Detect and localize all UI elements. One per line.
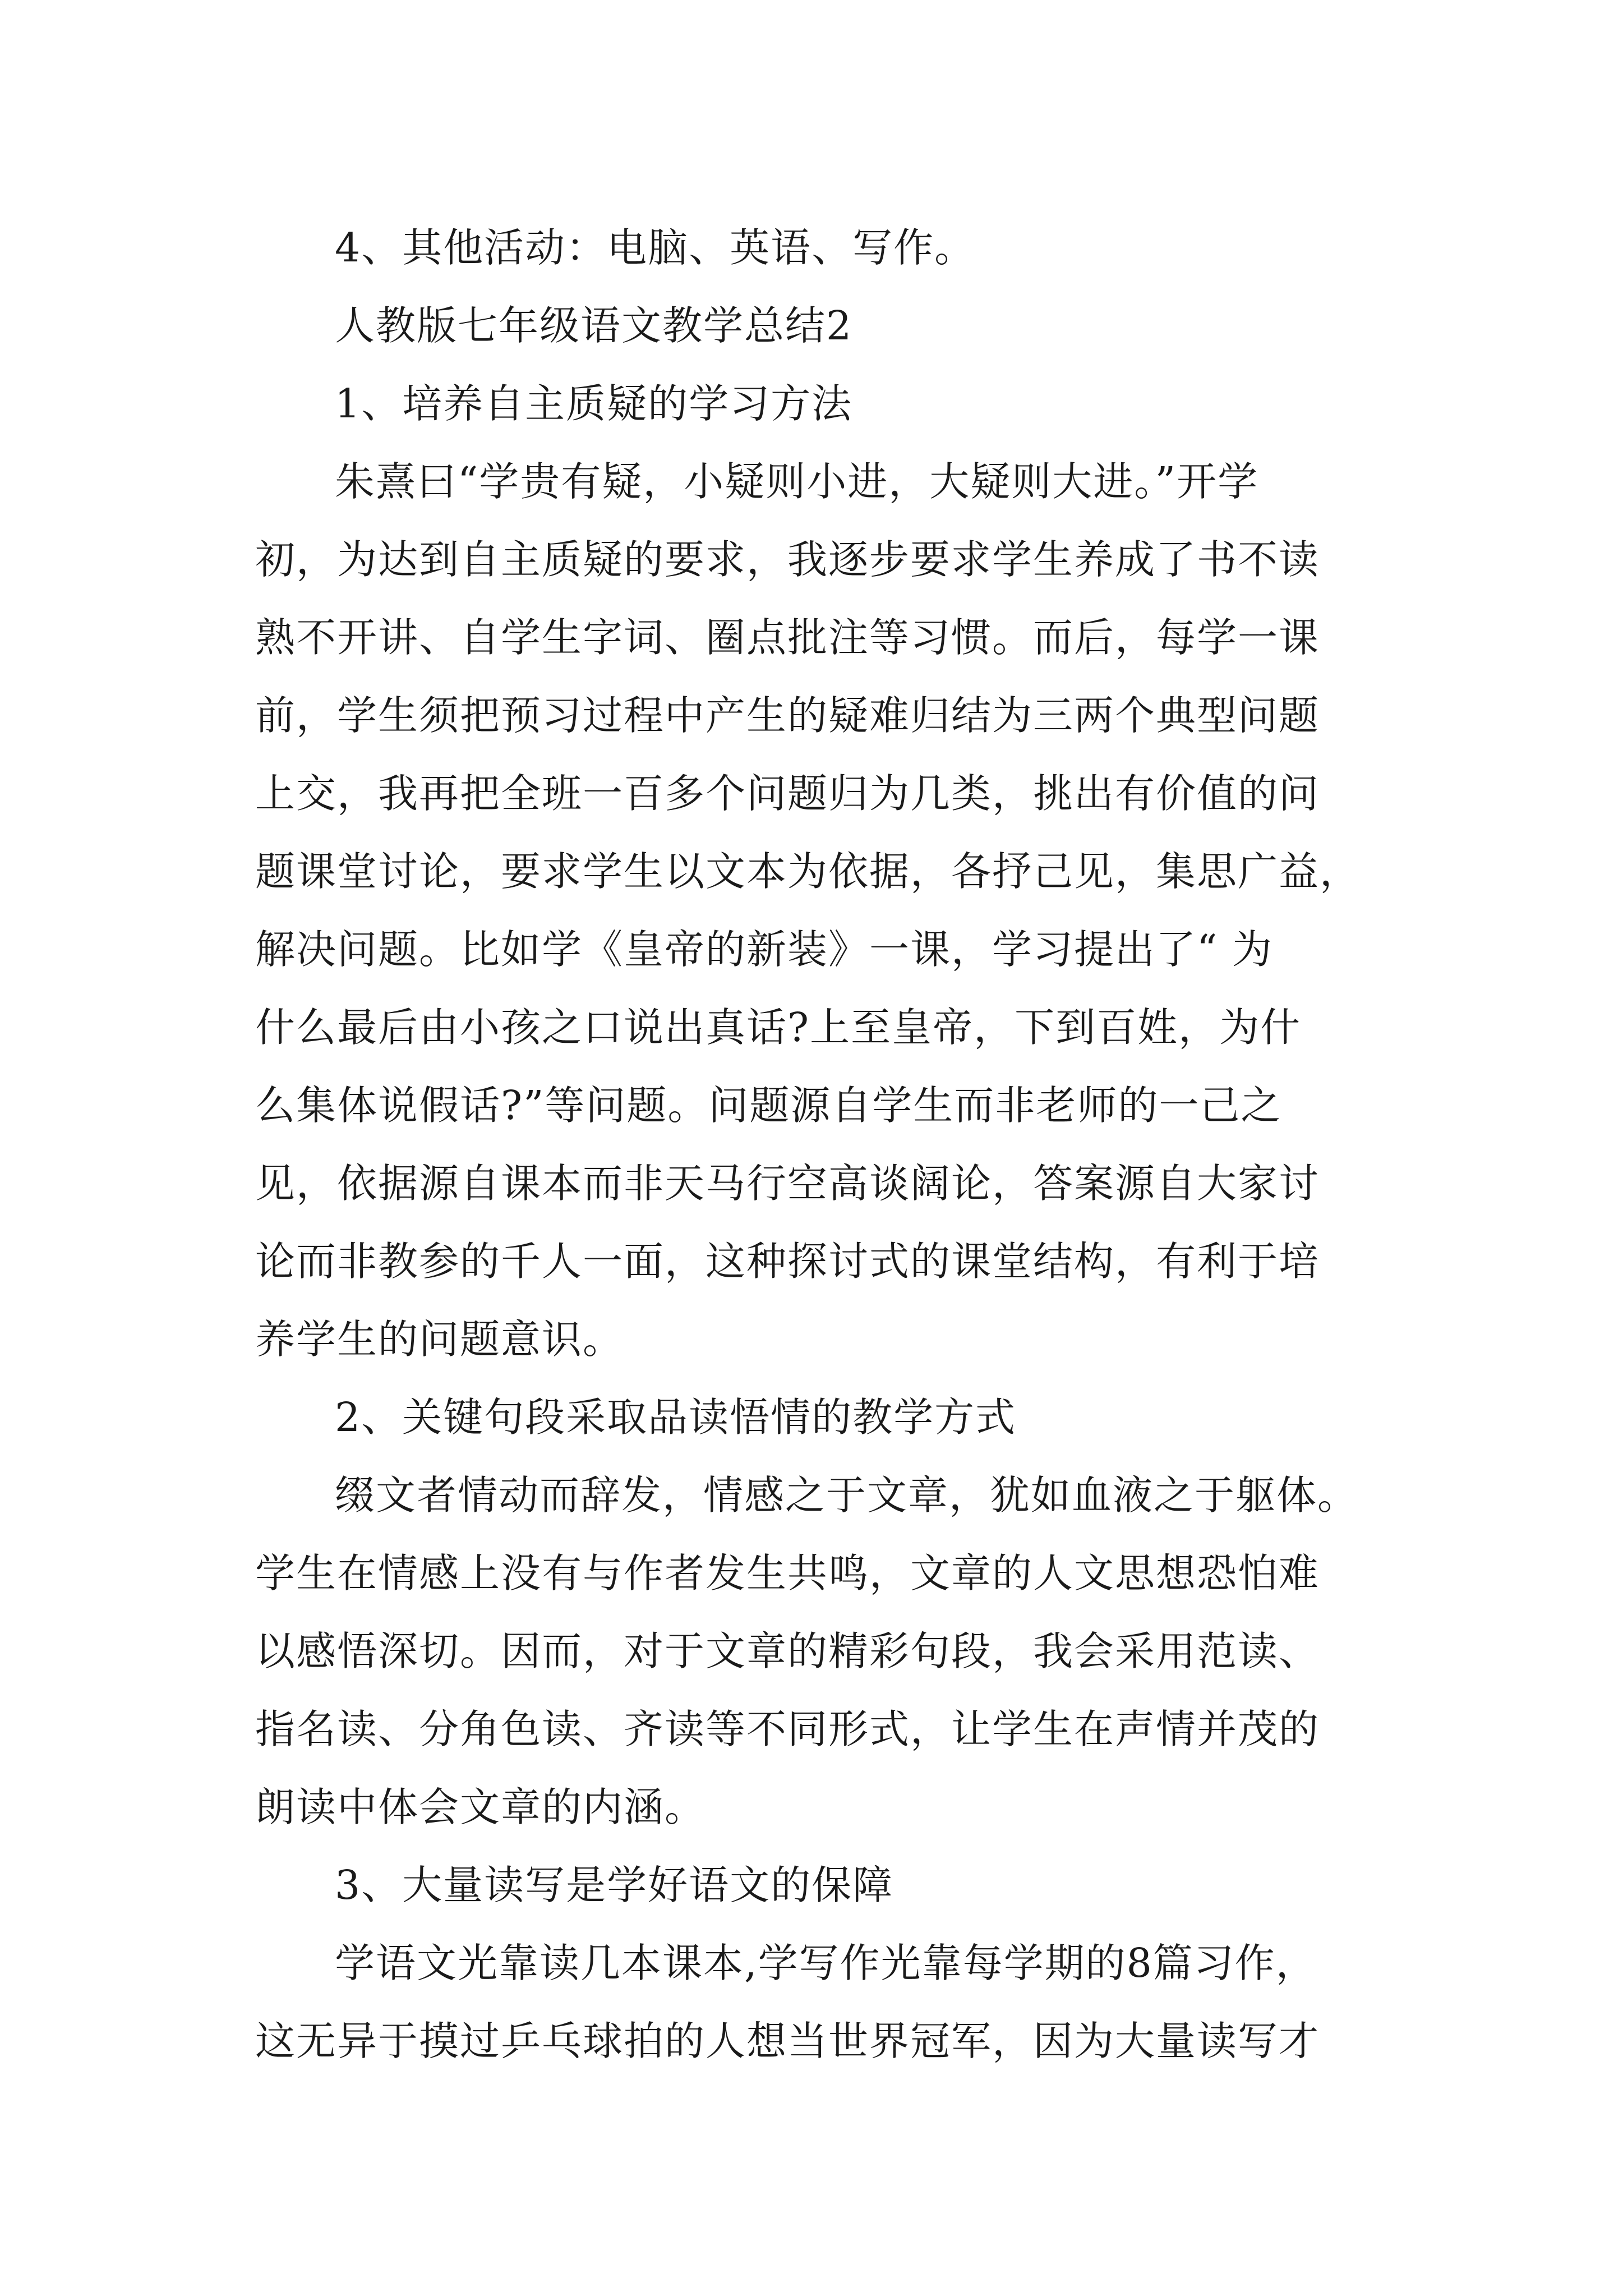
paragraph-line: 朱熹曰“学贵有疑，小疑则小进，大疑则大进。”开学 [335,458,1259,505]
paragraph-line: 以感悟深切。因而，对于文章的精彩句段，我会采用范读、 [255,1628,1320,1674]
paragraph-line: 见，依据源自课本而非天马行空高谈阔论，答案源自大家讨 [255,1160,1320,1207]
paragraph-line: 学生在情感上没有与作者发生共鸣，文章的人文思想恐怕难 [255,1550,1320,1596]
document-body [255,209,1382,2080]
paragraph-line: 前，学生须把预习过程中产生的疑难归结为三两个典型问题 [255,692,1320,739]
paragraph-line: 缀文者情动而辞发，情感之于文章，犹如血液之于躯体。 [335,1472,1359,1519]
list-item-other-activities: 4、其他活动：电脑、英语、写作。 [335,224,976,271]
paragraph-line: 初，为达到自主质疑的要求，我逐步要求学生养成了书不读 [255,536,1320,583]
paragraph-line: 什么最后由小孩之口说出真话?上至皇帝，下到百姓，为什 [255,1004,1302,1051]
paragraph-line: 指名读、分角色读、齐读等不同形式，让学生在声情并茂的 [255,1706,1320,1752]
subheading-3: 3、大量读写是学好语文的保障 [335,1862,894,1908]
section-title: 人教版七年级语文教学总结2 [335,302,853,349]
paragraph-line: 这无异于摸过乒乓球拍的人想当世界冠军，因为大量读写才 [255,2018,1320,2064]
paragraph-line: 熟不开讲、自学生字词、圈点批注等习惯。而后，每学一课 [255,614,1320,661]
paragraph-line: 论而非教参的千人一面，这种探讨式的课堂结构，有利于培 [255,1238,1320,1285]
paragraph-line: 题课堂讨论，要求学生以文本为依据，各抒己见，集思广益， [255,848,1361,895]
paragraph-line: 朗读中体会文章的内涵。 [255,1784,706,1830]
paragraph-line: 解决问题。比如学《皇帝的新装》一课，学习提出了“ 为 [255,926,1273,973]
paragraph-line: 上交，我再把全班一百多个问题归为几类，挑出有价值的问 [255,770,1320,817]
subheading-2: 2、关键句段采取品读悟情的教学方式 [335,1394,1017,1441]
paragraph-line: 学语文光靠读几本课本,学写作光靠每学期的8篇习作， [335,1940,1317,1986]
paragraph-line: 么集体说假话?”等问题。问题源自学生而非老师的一己之 [255,1082,1282,1129]
paragraph-line: 养学生的问题意识。 [255,1316,624,1363]
subheading-1: 1、培养自主质疑的学习方法 [335,380,853,427]
